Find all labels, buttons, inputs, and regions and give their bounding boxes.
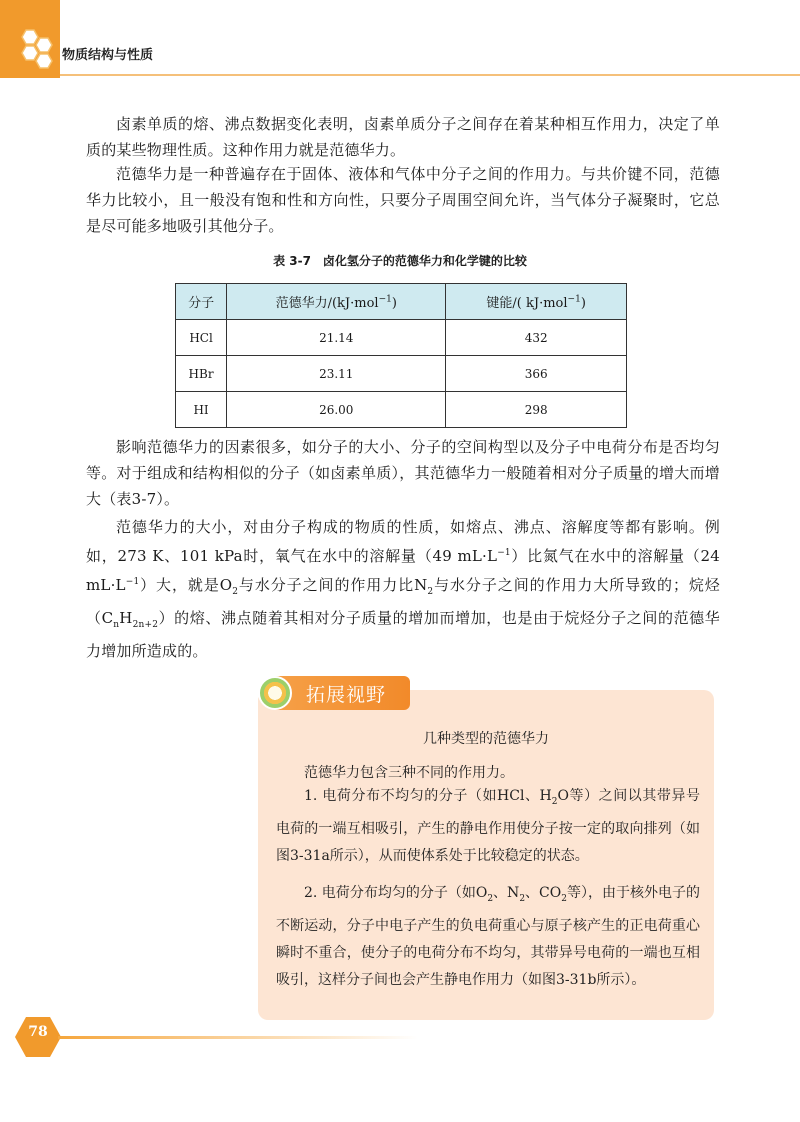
extension-paragraph-nonpolar: 2. 电荷分布均匀的分子（如$O_2$、$N_2$、$CO_2$等），由于核外电子的不断运动，分子中电子产生的负电荷重心与原子核产生的正电荷重心瞬时不重合，使分子的电荷分布不均匀，其带异号电荷的一端也互相吸引，这样分子间也会产生静电作用力（如图3-31b所示）。 xyxy=(276,885,701,988)
extension-paragraph-polar: 1. 电荷分布不均匀的分子（如HCl、$H_2O$等）之间以其带异号电荷的一端互相吸引，产生的静电作用使分子按一定的取向排列（如图3-31a所示），从而使体系处于比较稳定的状态。 xyxy=(276,788,700,864)
extension-tab-label: 拓展视野 xyxy=(306,684,387,706)
header-molecule: 分子 xyxy=(176,284,227,320)
table-header-row xyxy=(176,284,627,320)
cell-bond: 366 xyxy=(446,356,627,392)
footer-rule xyxy=(58,1036,418,1039)
cell-vdw: 21.14 xyxy=(227,320,446,356)
paragraph-solubility-example: 范德华力的大小，对由分子构成的物质的性质，如熔点、沸点、溶解度等都有影响。例如，273 K、101 kPa时，氧气在水中的溶解量（49 $mL\cdot L^{-1}$）比氮气在水中的溶解量（24 $mL\cdot L^{-1}$）大，就是$O_2$与水分子之间的作用力比$N_2$与水分子之间的作用力大所导致的；烷烃$(C_nH_{2n+2})$的熔、沸点随着其相对分子质量的增加而增加，也是由于烷烃分子之间的范德华力增加所造成的。 xyxy=(86,518,721,660)
table-row xyxy=(176,320,627,356)
flower-badge-icon xyxy=(258,676,292,710)
header-rule xyxy=(60,74,800,76)
table-row xyxy=(176,392,627,428)
extension-paragraph-intro: 范德华力包含三种不同的作用力。 xyxy=(304,765,514,781)
table-caption: 表 3-7 卤化氢分子的范德华力和化学键的比较 xyxy=(273,254,527,268)
cell-vdw: 26.00 xyxy=(227,392,446,428)
cell-vdw: 23.11 xyxy=(227,356,446,392)
paragraph-factors: 影响范德华力的因素很多，如分子的大小、分子的空间构型以及分子中电荷分布是否均匀等。对于组成和结构相似的分子（如卤素单质），其范德华力一般随着相对分子质量的增大而增大（表3-7）。 xyxy=(86,438,720,508)
cell-bond: 432 xyxy=(446,320,627,356)
cell-molecule: HCl xyxy=(176,320,227,356)
paragraph-vdw-definition: 范德华力是一种普遍存在于固体、液体和气体中分子之间的作用力。与共价键不同，范德华力比较小，且一般没有饱和性和方向性，只要分子周围空间允许，当气体分子凝聚时，它总是尽可能多地吸引其他分子。 xyxy=(86,165,720,235)
page-number: 78 xyxy=(28,1024,48,1040)
chapter-title: 物质结构与性质 xyxy=(62,48,154,63)
cell-molecule: HI xyxy=(176,392,227,428)
cell-molecule: HBr xyxy=(176,356,227,392)
extension-title: 几种类型的范德华力 xyxy=(423,731,549,747)
table-row xyxy=(176,356,627,392)
honeycomb-icon xyxy=(14,28,62,72)
hydrogen-halide-table xyxy=(175,283,627,428)
cell-bond: 298 xyxy=(446,392,627,428)
header-bond-energy: 键能/( kJ·mol$^{-1}$) xyxy=(446,284,627,320)
header-vdw-force: 范德华力/(kJ·mol$^{-1}$) xyxy=(227,284,446,320)
paragraph-halogen-intro: 卤素单质的熔、沸点数据变化表明，卤素单质分子之间存在着某种相互作用力，决定了单质的某些物理性质。这种作用力就是范德华力。 xyxy=(86,115,720,159)
